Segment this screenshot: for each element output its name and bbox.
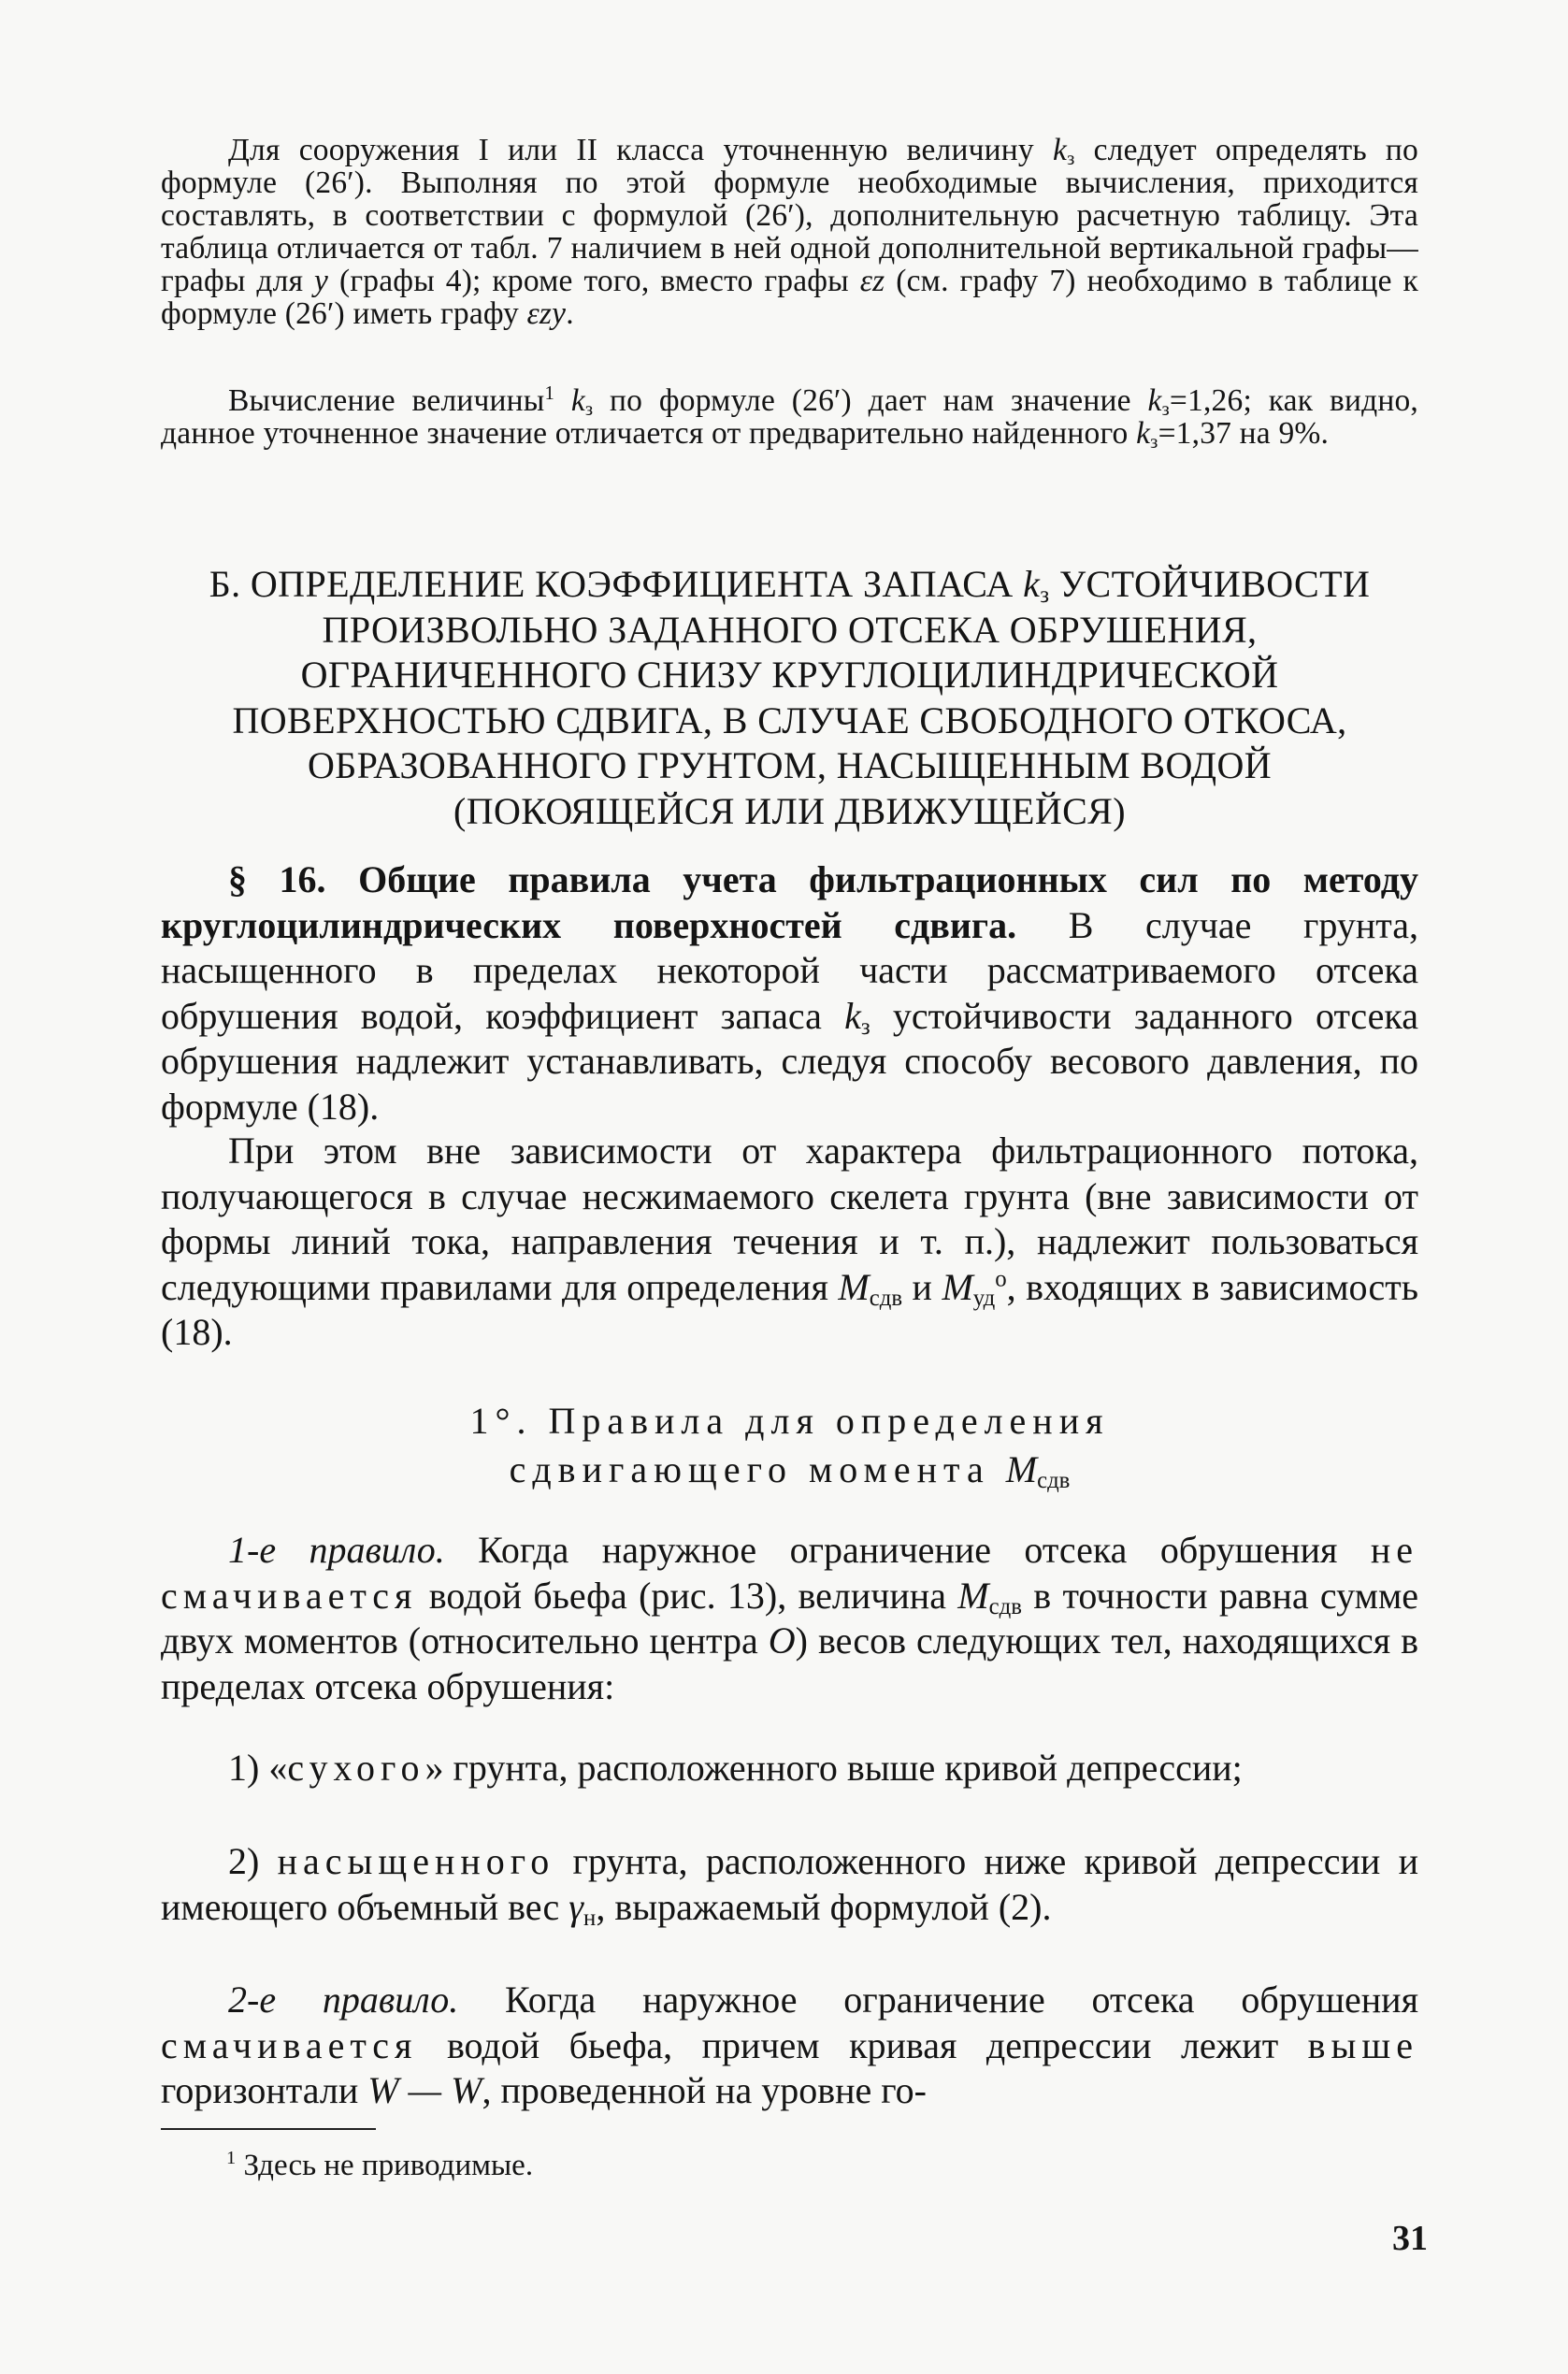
section-heading-line: ПОВЕРХНОСТЬЮ СДВИГА, В СЛУЧАЕ СВОБОДНОГО ОТКОСА,: [232, 698, 1347, 741]
paragraph-section-16: § 16. Общие правила учета фильтрационных сил по методу круглоцилиндрических поверхностей сдвига. В случае грунта, насыщенного в пределах некоторой части рассматриваемого отсека обрушения водой, коэффициент запаса $k_з$ устойчивости заданного отсека обрушения надлежит устанавливать, следуя способу весового давления, по формуле (18).: [161, 858, 1418, 1128]
subsection-heading-line: 1°. Правила для определения: [469, 1400, 1110, 1442]
section-heading-b: [161, 562, 1418, 834]
section-heading-line: Б. ОПРЕДЕЛЕНИЕ КОЭФФИЦИЕНТА ЗАПАСА $k_з$ УСТОЙЧИВОСТИ: [209, 563, 1371, 609]
footnote-reference: 1: [544, 381, 555, 404]
section-heading-line: (ПОКОЯЩЕЙСЯ ИЛИ ДВИЖУЩЕЙСЯ): [453, 789, 1126, 832]
rule-label: 1-е правило.: [228, 1529, 445, 1571]
page-number: 31: [1392, 2219, 1428, 2258]
paragraph-k3-result: Вычисление величины$^1$ $k_з$ по формуле (26′) дает нам значение $k_з=1,26$; как видно, данное уточненное значение отличается от предварительно найденного $k_з=1,37$ на 9%.: [161, 381, 1418, 453]
footnote-divider: [161, 2128, 376, 2130]
paragraph-rule-2: 2-е правило. Когда наружное ограничение отсека обрушения смачивается водой бьефа, причем кривая депрессии лежит выше горизонтали W — W, проведенной на уровне го-: [161, 1978, 1418, 2111]
section-16-title: § 16. Общие правила учета фильтрационных сил по методу круглоцилиндрических поверхностей сдвига.: [161, 858, 1418, 946]
list-item-dry-soil: 1) «сухого» грунта, расположенного выше кривой депрессии;: [228, 1747, 1243, 1789]
subsection-heading: [161, 1397, 1418, 1494]
section-heading-line: ОГРАНИЧЕННОГО СНИЗУ КРУГЛОЦИЛИНДРИЧЕСКОЙ: [300, 654, 1279, 696]
paragraph-class-calculation: Для сооружения I или II класса уточненную величину $k_з$ следует определять по формуле (26′). Выполняя по этой формуле необходимые вычисления, приходится составлять, в соответствии с формулой (26′), дополнительную расчетную таблицу. Эта таблица отличается от табл. 7 наличием в ней одной дополнительной вертикальной графы—графы для y (графы 4); кроме того, вместо графы εz (см. графу 7) необходимо в таблице к формуле (26′) иметь графу εzy.: [161, 133, 1418, 331]
paragraph-rules-intro: При этом вне зависимости от характера фильтрационного потока, получающегося в случае несжимаемого скелета грунта (вне зависимости от формы линий тока, направления течения и т. п.), надлежит пользоваться следующими правилами для определения $M_{сдв}$ и $M_{уд}^о$, входящих в зависимость (18).: [161, 1129, 1418, 1353]
footnote: $^1$ Здесь не приводимые.: [226, 2148, 534, 2182]
rule-label: 2-е правило.: [228, 1978, 459, 2021]
paragraph-rule-1: 1-е правило. Когда наружное ограничение отсека обрушения не смачивается водой бьефа (рис. 13), величина $M_{сдв}$ в точности равна сумме двух моментов (относительно центра O) весов следующих тел, находящихся в пределах отсека обрушения:: [161, 1529, 1419, 1707]
subsection-heading-line: сдвигающего момента $M_{сдв}$: [509, 1448, 1071, 1494]
list-item-saturated-soil: 2) насыщенного грунта, расположенного ниже кривой депрессии и имеющего объемный вес $\gamma_н$, выражаемый формулой (2).: [161, 1840, 1418, 1931]
section-heading-line: ПРОИЗВОЛЬНО ЗАДАННОГО ОТСЕКА ОБРУШЕНИЯ,: [322, 608, 1258, 651]
section-heading-line: ОБРАЗОВАННОГО ГРУНТОМ, НАСЫЩЕННЫМ ВОДОЙ: [307, 744, 1273, 786]
